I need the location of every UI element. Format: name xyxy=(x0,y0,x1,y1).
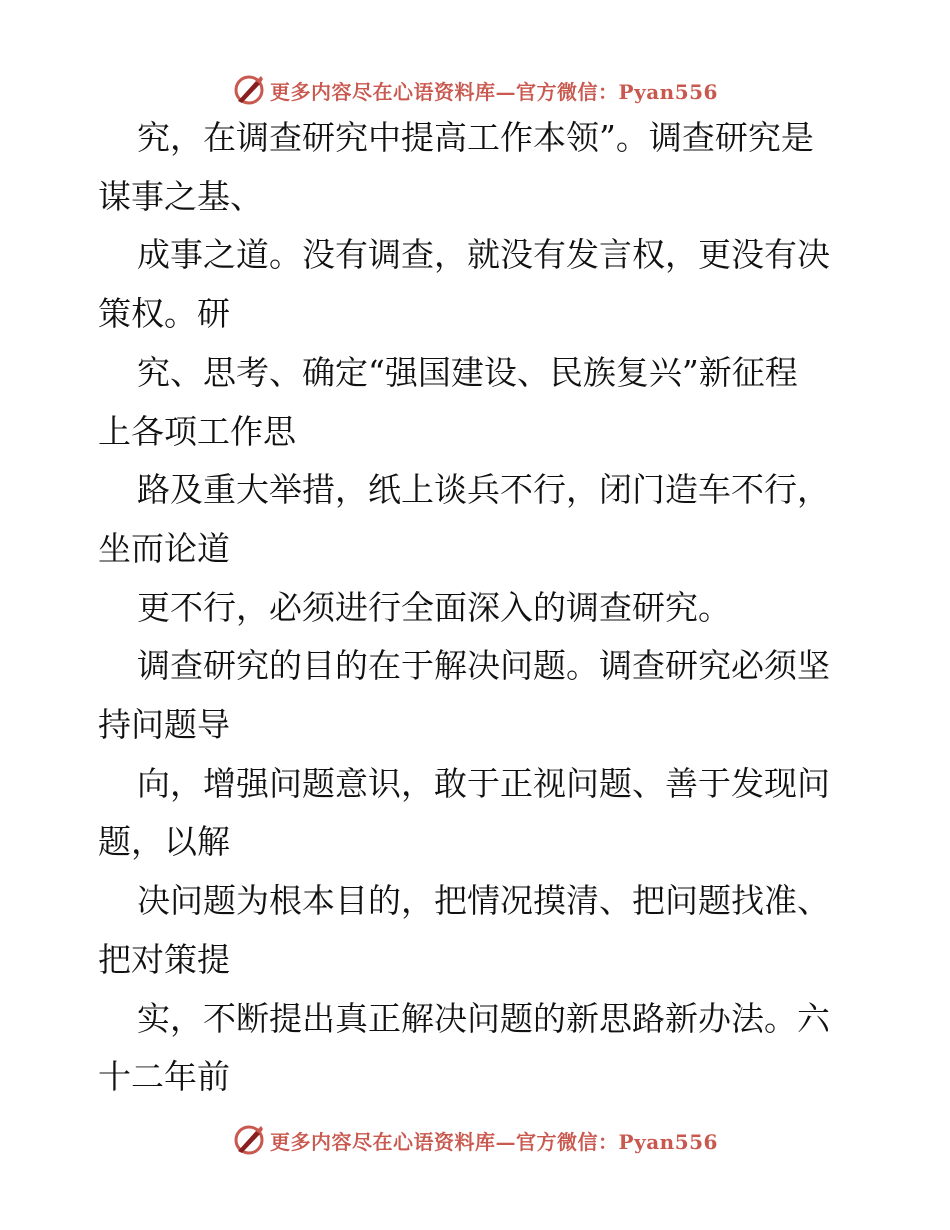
body-text-line: 决问题为根本目的，把情况摸清、把问题找准、 xyxy=(137,881,830,920)
body-text-line: 究、思考、确定“强国建设、民族复兴”新征程 xyxy=(137,353,798,392)
header-banner xyxy=(0,70,950,110)
body-text-line: 成事之道。没有调查，就没有发言权，更没有决 xyxy=(137,235,830,274)
body-text-line: 题，以解 xyxy=(98,822,230,861)
footer-banner xyxy=(0,1120,950,1160)
body-text-line: 调查研究的目的在于解决问题。调查研究必须坚 xyxy=(137,646,830,685)
body-text-line: 谋事之基、 xyxy=(98,177,263,216)
body-text-line: 路及重大举措，纸上谈兵不行，闭门造车不行， xyxy=(137,470,830,509)
body-text-line: 坐而论道 xyxy=(98,529,230,568)
body-text-line: 上各项工作思 xyxy=(98,412,296,451)
body-text-line: 向，增强问题意识，敢于正视问题、善于发现问 xyxy=(137,764,830,803)
pen-logo-icon xyxy=(232,73,266,107)
footer-banner-text: 更多内容尽在心语资料库—官方微信：Pyan556 xyxy=(270,1129,718,1154)
pen-logo-icon xyxy=(232,1123,266,1157)
body-text-line: 持问题导 xyxy=(98,705,230,744)
body-text-line: 策权。研 xyxy=(98,294,230,333)
body-text-line: 把对策提 xyxy=(98,940,230,979)
body-text-line: 更不行，必须进行全面深入的调查研究。 xyxy=(137,588,731,627)
body-text-line: 实，不断提出真正解决问题的新思路新办法。六 xyxy=(137,999,830,1038)
header-banner-text: 更多内容尽在心语资料库—官方微信：Pyan556 xyxy=(270,79,718,104)
body-text-line: 十二年前 xyxy=(98,1057,230,1096)
body-text-line: 究，在调查研究中提高工作本领”。调查研究是 xyxy=(137,118,814,157)
